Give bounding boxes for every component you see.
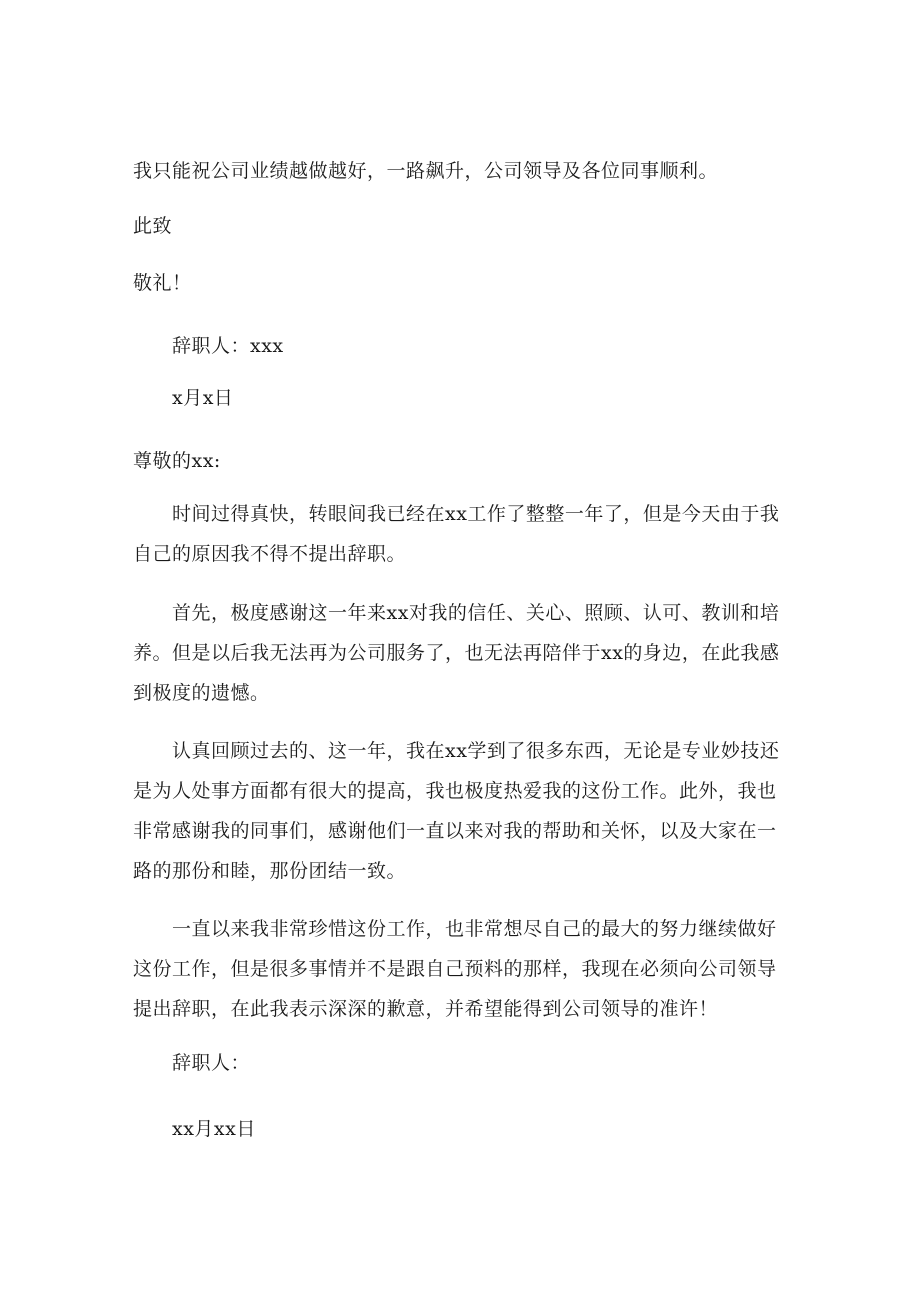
paragraph-row: 非常感谢我的同事们，感谢他们一直以来对我的帮助和关怀，以及大家在一 (133, 820, 777, 842)
letter2-paragraph-1 (133, 494, 783, 574)
closing-wish-line: 我只能祝公司业绩越做越好，一路飙升，公司领导及各位同事顺利。 (133, 160, 719, 182)
paragraph-row: 认真回顾过去的、这一年，我在xx学到了很多东西，无论是专业妙技还 (172, 740, 780, 762)
paragraph-row: 时间过得真快，转眼间我已经在xx工作了整整一年了，但是今天由于我 (172, 503, 780, 525)
paragraph-row: 这份工作，但是很多事情并不是跟自己预料的那样，我现在必须向公司领导 (133, 958, 777, 980)
letter2-paragraph-2 (133, 593, 783, 713)
letter1-date: x月x日 (172, 387, 234, 409)
letter1-signer: 辞职人：xxx (172, 335, 284, 357)
salutation-jing-li: 敬礼！ (133, 272, 192, 294)
paragraph-row: 提出辞职，在此我表示深深的歉意，并希望能得到公司领导的准许！ (133, 998, 719, 1020)
paragraph-row: 一直以来我非常珍惜这份工作，也非常想尽自己的最大的努力继续做好 (172, 918, 777, 940)
paragraph-row: 首先，极度感谢这一年来xx对我的信任、关心、照顾、认可、教训和培 (172, 602, 780, 624)
paragraph-row: 到极度的遗憾。 (133, 682, 270, 704)
salutation-ci-zhi: 此致 (133, 215, 173, 237)
paragraph-row: 路的那份和睦，那份团结一致。 (133, 860, 407, 882)
letter2-greeting: 尊敬的xx: (133, 450, 221, 472)
paragraph-row: 是为人处事方面都有很大的提高，我也极度热爱我的这份工作。此外，我也 (133, 780, 777, 802)
letter2-date: xx月xx日 (172, 1118, 256, 1140)
paragraph-row: 养。但是以后我无法再为公司服务了，也无法再陪伴于xx的身边，在此我感 (133, 642, 780, 664)
letter2-paragraph-4 (133, 909, 783, 1029)
letter2-signer: 辞职人： (172, 1052, 251, 1074)
paragraph-row: 自己的原因我不得不提出辞职。 (133, 543, 407, 565)
letter2-paragraph-3 (133, 731, 783, 891)
